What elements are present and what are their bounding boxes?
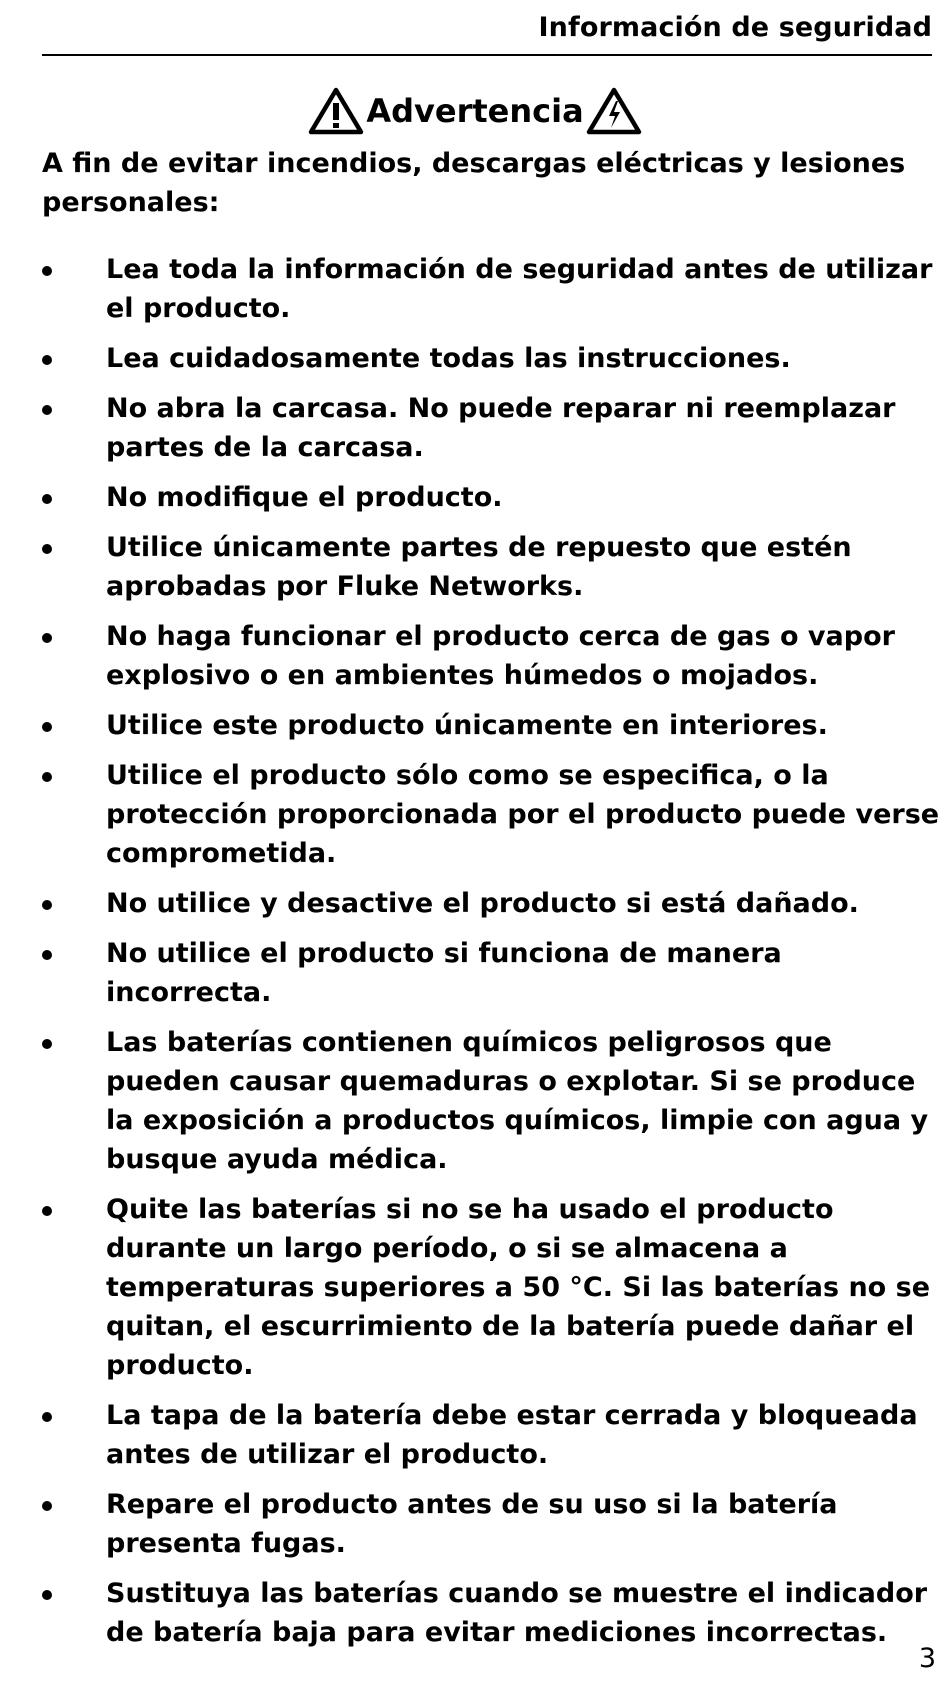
bullet-icon (42, 633, 52, 643)
list-item-text: Utilice el producto sólo como se especifica, o la protección proporcionada por el producto puede verse comprometida. (106, 760, 940, 869)
bullet-icon (42, 1590, 52, 1600)
bullet-icon (42, 544, 52, 554)
bullet-icon (42, 772, 52, 782)
list-item (42, 1190, 940, 1385)
list-item (42, 389, 940, 467)
list-item (42, 1574, 940, 1652)
list-item-text: No utilice y desactive el producto si está dañado. (106, 888, 859, 919)
bullet-icon (42, 494, 52, 504)
list-item-text: Utilice este producto únicamente en interiores. (106, 710, 828, 741)
warning-title: Advertencia (366, 92, 584, 130)
list-item-text: Sustituya las baterías cuando se muestre el indicador de batería baja para evitar mediciones incorrectas. (106, 1578, 928, 1648)
list-item-text: Repare el producto antes de su uso si la batería presenta fugas. (106, 1489, 838, 1559)
list-item-text: No abra la carcasa. No puede reparar ni reemplazar partes de la carcasa. (106, 393, 896, 463)
list-item (42, 1023, 940, 1179)
list-item-text: Las baterías contienen químicos peligrosos que pueden causar quemaduras o explotar. Si se produce la exposición a productos químicos, limpie con agua y busque ayuda médica. (106, 1027, 929, 1175)
list-item (42, 1485, 940, 1563)
bullet-icon (42, 355, 52, 365)
bullet-icon (42, 900, 52, 910)
bullet-icon (42, 1501, 52, 1511)
electric-hazard-icon (586, 86, 642, 136)
warning-heading-inner (308, 84, 641, 138)
bullet-icon (42, 950, 52, 960)
bullet-icon (42, 405, 52, 415)
section-title: Información de seguridad (538, 12, 932, 43)
list-item-text: Utilice únicamente partes de repuesto que estén aprobadas por Fluke Networks. (106, 532, 852, 602)
bullet-icon (42, 1039, 52, 1049)
page-header (42, 10, 932, 56)
list-item-text: No haga funcionar el producto cerca de gas o vapor explosivo o en ambientes húmedos o mojados. (106, 621, 895, 691)
list-item-text: Lea toda la información de seguridad antes de utilizar el producto. (106, 254, 933, 324)
list-item-text: No utilice el producto si funciona de manera incorrecta. (106, 938, 782, 1008)
list-item (42, 934, 940, 1012)
bullet-icon (42, 1206, 52, 1216)
safety-list (42, 250, 940, 1663)
list-item (42, 617, 940, 695)
warning-intro: A fin de evitar incendios, descargas eléctricas y lesiones personales: (42, 148, 906, 218)
list-item (42, 250, 940, 328)
bullet-icon (42, 1412, 52, 1422)
list-item-text: Quite las baterías si no se ha usado el producto durante un largo período, o si se almacena a temperaturas superiores a 50 °C. Si las baterías no se quitan, el escurrimiento de la batería puede dañar el producto. (106, 1194, 931, 1381)
list-item-text: La tapa de la batería debe estar cerrada y bloqueada antes de utilizar el producto. (106, 1400, 918, 1470)
list-item-text: Lea cuidadosamente todas las instrucciones. (106, 343, 791, 374)
warning-heading (0, 84, 950, 138)
list-item (42, 706, 940, 745)
warning-triangle-icon (308, 86, 364, 136)
bullet-icon (42, 722, 52, 732)
list-item-text: No modifique el producto. (106, 482, 503, 513)
list-item (42, 1396, 940, 1474)
list-item (42, 478, 940, 517)
list-item (42, 756, 940, 873)
list-item (42, 339, 940, 378)
list-item (42, 528, 940, 606)
list-item (42, 884, 940, 923)
bullet-icon (42, 266, 52, 276)
page-number: 3 (918, 1643, 936, 1674)
